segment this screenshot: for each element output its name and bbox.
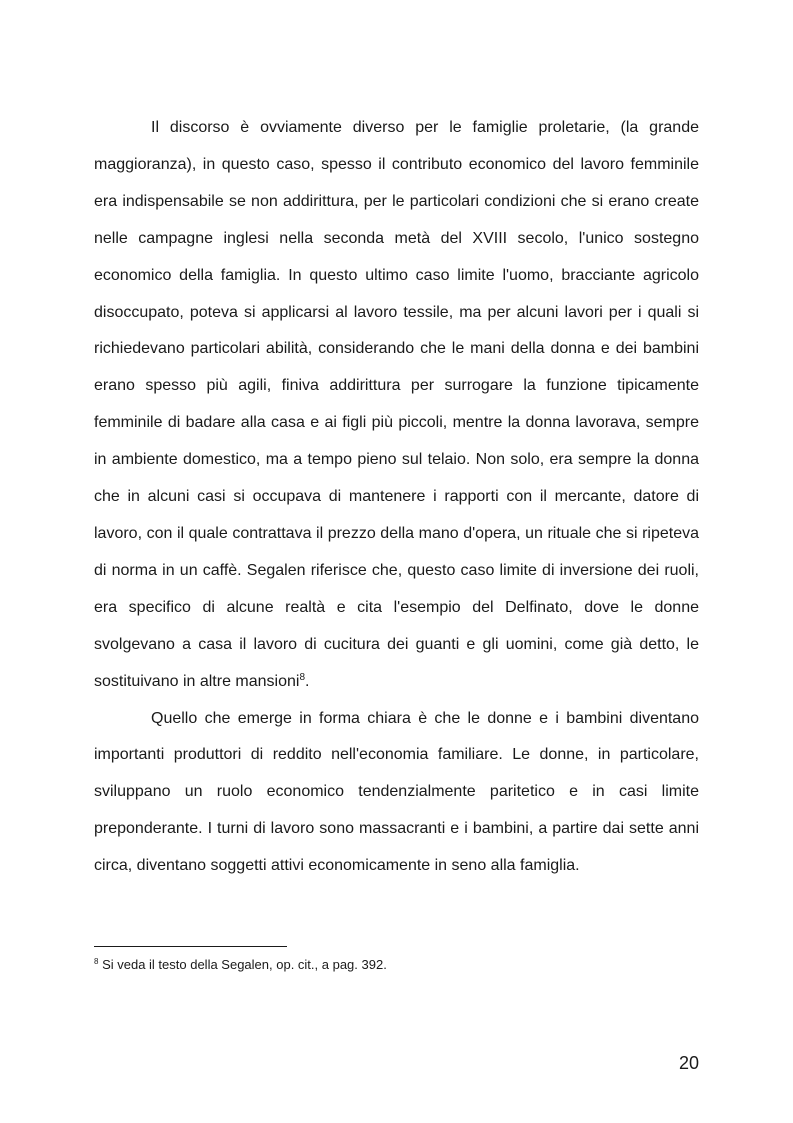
paragraph-1 bbox=[94, 110, 699, 701]
paragraph-2-text: Quello che emerge in forma chiara è che le donne e i bambini diventano importanti produttori di reddito nell'economia familiare. Le donne, in particolare, sviluppano un ruolo economico tendenzialmente paritetico e in casi limite preponderante. I turni di lavoro sono massacranti e i bambini, a partire dai sette anni circa, diventano soggetti attivi economicamente in seno alla famiglia. bbox=[94, 709, 699, 875]
paragraph-2 bbox=[94, 701, 699, 886]
body-text bbox=[94, 110, 699, 885]
footnote-text: Si veda il testo della Segalen, op. cit., a pag. 392. bbox=[98, 957, 387, 972]
footnote-reference-8[interactable]: 8 bbox=[299, 671, 305, 683]
paragraph-1-end-punctuation: . bbox=[305, 672, 310, 690]
footnote-number: 8 bbox=[94, 957, 99, 966]
page-number: 20 bbox=[678, 1053, 699, 1073]
paragraph-1-text: Il discorso è ovviamente diverso per le famiglie proletarie, (la grande maggioranza), in questo caso, spesso il contributo economico del lavoro femminile era indispensabile se non addirittura, per le particolari condizioni che si erano create nelle campagne inglesi nella seconda metà del XVIII secolo, l'unico sostegno economico della famiglia. In questo ultimo caso limite l'uomo, bracciante agricolo disoccupato, poteva si applicarsi al lavoro tessile, ma per alcuni lavori per i quali si richiedevano particolari abilità, considerando che le mani della donna e dei bambini erano spesso più agili, finiva addirittura per surrogare la funzione tipicamente femminile di badare alla casa e ai figli più piccoli, mentre la donna lavorava, sempre in ambiente domestico, ma a tempo pieno sul telaio. Non solo, era sempre la donna che in alcuni casi si occupava di mantenere i rapporti con il mercante, datore di lavoro, con il quale contrattava il prezzo della mano d'opera, un rituale che si ripeteva di norma in un caffè. Segalen riferisce che, questo caso limite di inversione dei ruoli, era specifico di alcune realtà e cita l'esempio del Delfinato, dove le donne svolgevano a casa il lavoro di cucitura dei guanti e gli uomini, come già detto, le sostituivano in altre mansioni bbox=[94, 119, 699, 690]
footnote-8 bbox=[94, 956, 699, 974]
footnote-separator bbox=[94, 946, 287, 947]
